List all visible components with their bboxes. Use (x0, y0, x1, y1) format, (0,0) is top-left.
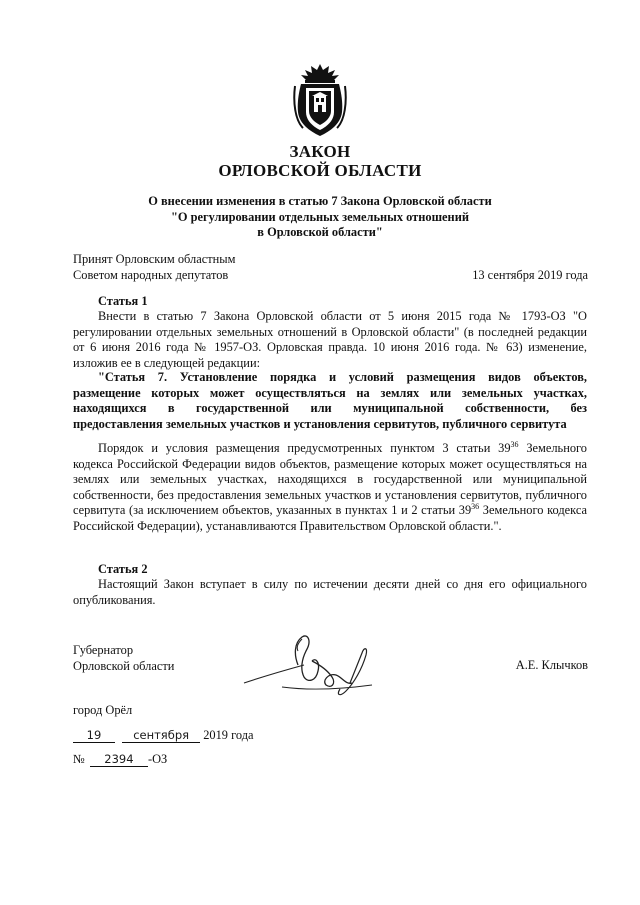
signatory-region: Орловской области (73, 659, 175, 673)
region-title: ОРЛОВСКОЙ ОБЛАСТИ (218, 161, 422, 180)
signing-date (73, 728, 254, 746)
adoption-body (73, 252, 235, 283)
adoption-date: 13 сентября 2019 года (472, 268, 588, 282)
adoption-line: Советом народных депутатов (73, 267, 229, 282)
date-day: 19 (73, 728, 115, 743)
article7-title-line: предоставления земельных участков и установления сервитутов, публичного сервитута (73, 416, 567, 431)
law-title: ЗАКОН (289, 142, 351, 161)
article7-title-line: размещение которых может осуществляться на землях или земельных участках, (73, 385, 587, 400)
law-subject (110, 194, 530, 241)
article7-text: Земельного кодекса Российской Федерации), устанавливаются Правительством Орловской области.". (73, 503, 588, 533)
handwritten-signature (242, 625, 382, 705)
coat-of-arms-icon (293, 62, 347, 138)
article1-heading: Статья 1 (98, 294, 148, 308)
superscript: 36 (471, 501, 480, 511)
article2-heading: Статья 2 (98, 562, 148, 576)
subject-line: О внесении изменения в статью 7 Закона Орловской области (148, 194, 492, 208)
signatory-position: Губернатор (73, 643, 134, 657)
article2-text: Настоящий Закон вступает в силу по истечении десяти дней со дня его официального опубликования. (73, 577, 587, 607)
number-value: 2394 (90, 752, 148, 767)
law-number (73, 752, 167, 770)
adoption-line: Принят Орловским областным (73, 252, 236, 266)
article7-title-line: "Статья 7. Установление порядка и условий размещения видов объектов, (98, 370, 587, 384)
subject-line: в Орловской области" (257, 225, 383, 239)
date-month: сентября (122, 728, 200, 743)
number-suffix: -ОЗ (147, 752, 168, 766)
article7-new-title (73, 370, 587, 432)
article7-text: Земельного кодекса Российской Федерации видов объектов, размещение которых может осуществляться на землях или земельных участках, находящихся в государственной или муниципальной собственности, без предоставления земельных участков и установления сервитутов, публичного сервитута (за исключением объектов, указанных в пунктах 1 и 2 статьи 39 (73, 441, 588, 517)
superscript: 36 (510, 439, 519, 449)
number-prefix: № (73, 752, 85, 766)
article7-body (73, 441, 587, 534)
article7-text: Порядок и условия размещения предусмотренных пунктом 3 статьи 39 (98, 441, 511, 455)
signatory-name: А.Е. Клычков (515, 658, 588, 672)
subject-line: "О регулировании отдельных земельных отношений (171, 209, 469, 224)
article7-title-line: находящихся в государственной или муниципальной собственности, без (73, 401, 587, 415)
article1-intro: Внести в статью 7 Закона Орловской области от 5 июня 2015 года № 1793-ОЗ "О регулировании отдельных земельных отношений в Орловской области" (в последней редакции от 6 июня 2016 года № 1957-ОЗ. Орловская правда. 10 июня 2016 года. № 63) изменение, изложив ее в следующей редакции: (73, 309, 587, 370)
date-year: 2019 года (203, 728, 254, 742)
city: город Орёл (73, 703, 133, 717)
